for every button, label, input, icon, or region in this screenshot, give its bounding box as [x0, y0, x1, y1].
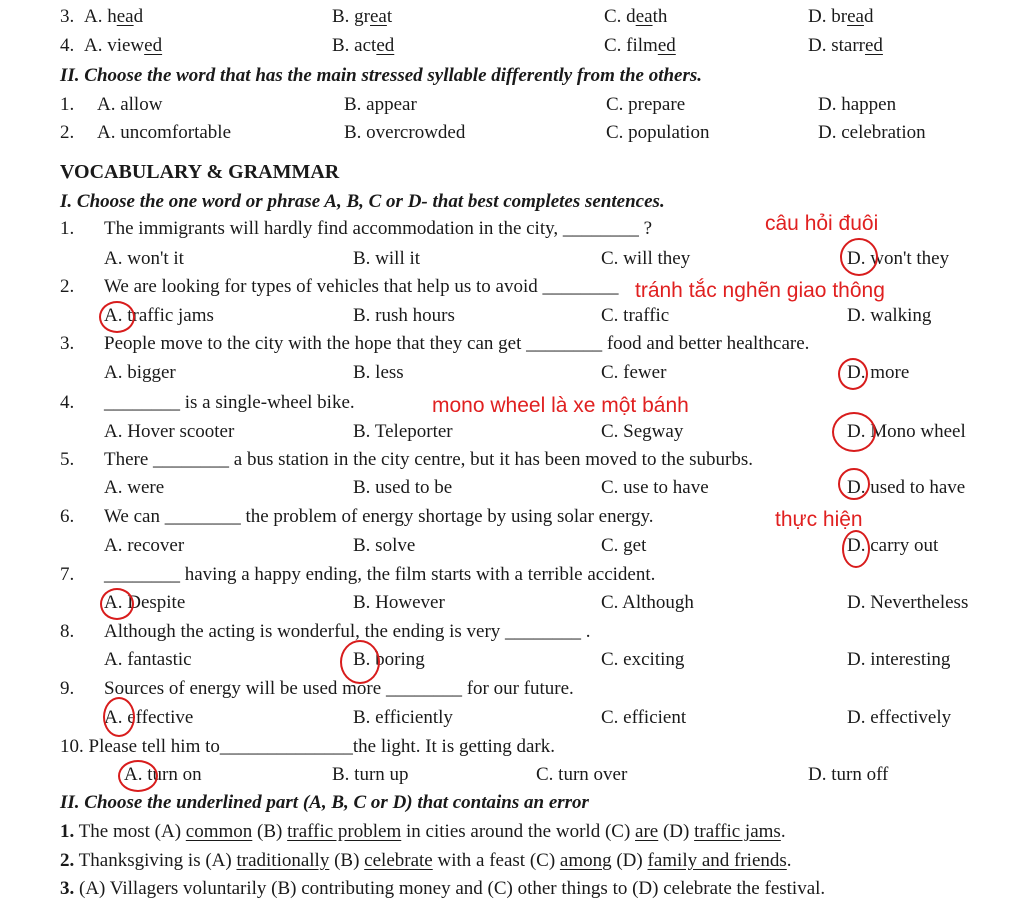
answer-circle-q9 — [103, 697, 135, 737]
q6-c: C. get — [601, 535, 647, 556]
q8-c: C. exciting — [601, 649, 685, 670]
question-5: 5. There ________ a bus station in the city centre, but it has been moved to the suburbs. — [60, 449, 754, 470]
q10-b: B. turn up — [332, 764, 409, 785]
answer-circle-q10 — [118, 760, 158, 792]
q2-c: C. traffic — [601, 305, 670, 326]
q3-c: C. fewer — [601, 362, 667, 383]
stress-1-b: B. appear — [344, 94, 417, 115]
stress-2-a: A. uncomfortable — [97, 122, 232, 143]
q1-a: A. won't it — [104, 248, 184, 269]
pron-3-a: A. head — [84, 6, 144, 27]
pron-4-c: C. filmed — [604, 35, 676, 56]
pron-3-d: D. bread — [808, 6, 874, 27]
q7-b: B. However — [353, 592, 445, 613]
annotation-q2: tránh tắc nghẽn giao thông — [635, 279, 885, 302]
q3-a: A. bigger — [104, 362, 176, 383]
q4-d: D. Mono wheel — [847, 421, 966, 442]
q5-d: D. used to have — [847, 477, 966, 498]
q3-d: D. more — [847, 362, 910, 383]
stress-2-b: B. overcrowded — [344, 122, 466, 143]
q1-b: B. will it — [353, 248, 421, 269]
error-3: 3. (A) Villagers voluntarily (B) contributing money and (C) other things to (D) celebrate the festival. — [60, 878, 826, 899]
answer-circle-q3 — [838, 358, 868, 390]
stress-1-d: D. happen — [818, 94, 897, 115]
q7-a: A. Despite — [104, 592, 186, 613]
stress-1-a: A. allow — [97, 94, 163, 115]
q6-a: A. recover — [104, 535, 185, 556]
q9-a: A. effective — [104, 707, 194, 728]
q1-c: C. will they — [601, 248, 691, 269]
stress-1-c: C. prepare — [606, 94, 686, 115]
vocab-heading: I. Choose the one word or phrase A, B, C or D- that best completes sentences. — [60, 191, 665, 212]
pron-4-a: A. viewed — [84, 35, 163, 56]
q6-d: D. carry out — [847, 535, 939, 556]
q10-a: A. turn on — [124, 764, 202, 785]
question-1: 1. The immigrants will hardly find accommodation in the city, ________ ? — [60, 218, 653, 239]
question-2: 2. We are looking for types of vehicles that help us to avoid ________ — [60, 276, 619, 297]
pron-3-b: B. great — [332, 6, 393, 27]
q10-d: D. turn off — [808, 764, 889, 785]
stress-num-2: 2. — [60, 122, 75, 143]
answer-circle-q4 — [832, 412, 876, 452]
question-4: 4. ________ is a single-wheel bike. — [60, 392, 355, 413]
q6-b: B. solve — [353, 535, 416, 556]
q2-a: A. traffic jams — [104, 305, 214, 326]
q9-c: C. efficient — [601, 707, 687, 728]
q8-b: B. boring — [353, 649, 425, 670]
q2-b: B. rush hours — [353, 305, 455, 326]
stress-num-1: 1. — [60, 94, 75, 115]
annotation-q6: thực hiện — [775, 508, 863, 531]
q4-b: B. Teleporter — [353, 421, 453, 442]
q7-d: D. Nevertheless — [847, 592, 969, 613]
pron-4-d: D. starred — [808, 35, 883, 56]
error-1: 1. The most (A) common (B) traffic problem in cities around the world (C) are (D) traffic jams. — [60, 821, 786, 842]
q4-a: A. Hover scooter — [104, 421, 235, 442]
vocab-title: VOCABULARY & GRAMMAR — [60, 161, 340, 183]
question-7: 7. ________ having a happy ending, the film starts with a terrible accident. — [60, 564, 656, 585]
q10-c: C. turn over — [536, 764, 628, 785]
stress-heading: II. Choose the word that has the main stressed syllable differently from the others. — [60, 65, 703, 86]
answer-circle-q7 — [100, 588, 134, 620]
q7-c: C. Although — [601, 592, 694, 613]
q9-d: D. effectively — [847, 707, 952, 728]
q5-c: C. use to have — [601, 477, 709, 498]
q4-c: C. Segway — [601, 421, 684, 442]
q9-b: B. efficiently — [353, 707, 453, 728]
q5-a: A. were — [104, 477, 165, 498]
question-8: 8. Although the acting is wonderful, the ending is very ________ . — [60, 621, 591, 642]
pron-3-c: C. death — [604, 6, 668, 27]
error-2: 2. Thanksgiving is (A) traditionally (B) celebrate with a feast (C) among (D) family and friends. — [60, 850, 792, 871]
question-10: 10. Please tell him to______________the light. It is getting dark. — [60, 736, 556, 757]
pron-row-4: 4. — [60, 35, 75, 56]
q3-b: B. less — [353, 362, 404, 383]
q8-a: A. fantastic — [104, 649, 192, 670]
question-3: 3. People move to the city with the hope that they can get ________ food and better healthcare. — [60, 333, 810, 354]
pron-row-3: 3. — [60, 6, 75, 27]
annotation-q1: câu hỏi đuôi — [765, 212, 879, 235]
question-9: 9. Sources of energy will be used more ________ for our future. — [60, 678, 574, 699]
answer-circle-q1 — [840, 238, 878, 276]
q1-d: D. won't they — [847, 248, 950, 269]
stress-2-c: C. population — [606, 122, 710, 143]
answer-circle-q2 — [99, 301, 135, 333]
q5-b: B. used to be — [353, 477, 453, 498]
q2-d: D. walking — [847, 305, 932, 326]
answer-circle-q5 — [838, 468, 870, 500]
question-6: 6. We can ________ the problem of energy shortage by using solar energy. — [60, 506, 654, 527]
annotation-q4: mono wheel là xe một bánh — [432, 394, 689, 417]
error-heading: II. Choose the underlined part (A, B, C or D) that contains an error — [60, 792, 589, 813]
q8-d: D. interesting — [847, 649, 951, 670]
stress-2-d: D. celebration — [818, 122, 926, 143]
answer-circle-q8 — [340, 640, 380, 684]
answer-circle-q6 — [842, 530, 870, 568]
pron-4-b: B. acted — [332, 35, 395, 56]
